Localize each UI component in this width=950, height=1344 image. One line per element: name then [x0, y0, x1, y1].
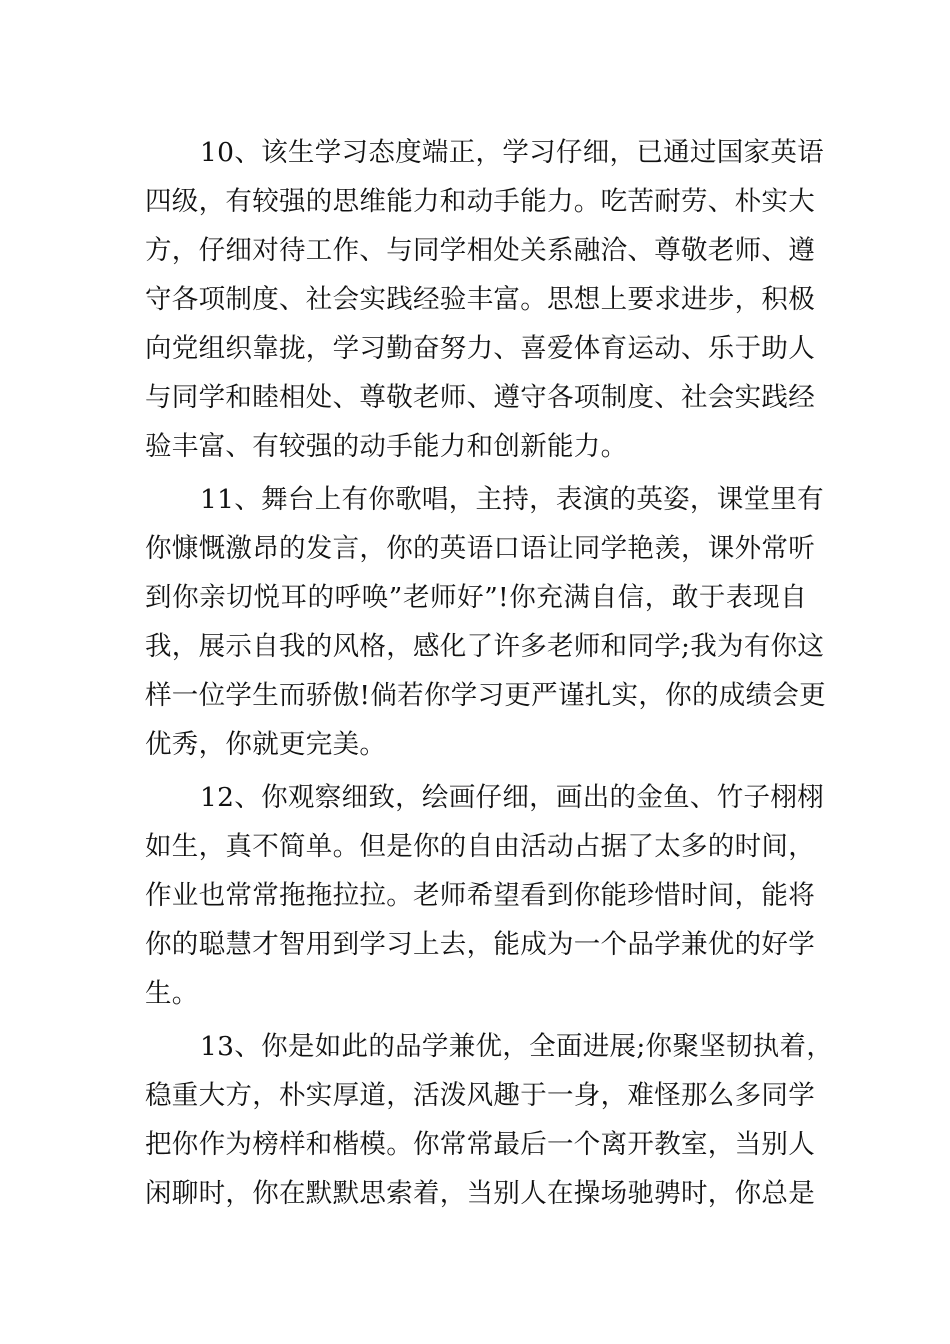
text-line: 守各项制度、社会实践经验丰富。思想上要求进步，积极: [145, 284, 815, 315]
text-line: 方，仔细对待工作、与同学相处关系融洽、尊敬老师、遵: [145, 235, 815, 266]
text-line: 12、你观察细致，绘画仔细，画出的金鱼、竹子栩栩: [200, 782, 824, 813]
document-body: [145, 128, 834, 1222]
text-line: 与同学和睦相处、尊敬老师、遵守各项制度、社会实践经: [145, 382, 815, 413]
text-line: 作业也常常拖拖拉拉。老师希望看到你能珍惜时间，能将: [145, 880, 815, 911]
text-line: 10、该生学习态度端正，学习仔细，已通过国家英语: [200, 137, 824, 168]
text-line: 13、你是如此的品学兼优，全面进展;你聚坚韧执着，: [200, 1031, 834, 1062]
text-line: 稳重大方，朴实厚道，活泼风趣于一身，难怪那么多同学: [145, 1080, 815, 1111]
text-line: 如生，真不简单。但是你的自由活动占据了太多的时间，: [145, 831, 815, 862]
text-line: 四级，有较强的思维能力和动手能力。吃苦耐劳、朴实大: [145, 186, 815, 217]
text-line: 11、舞台上有你歌唱，主持，表演的英姿，课堂里有: [200, 484, 824, 515]
text-line: 优秀，你就更完美。: [145, 729, 387, 760]
paragraph-12: [145, 773, 824, 1018]
text-line: 你的聪慧才智用到学习上去，能成为一个品学兼优的好学: [145, 929, 815, 960]
paragraph-11: [145, 475, 826, 769]
paragraph-10: [145, 128, 824, 471]
text-line: 把你作为榜样和楷模。你常常最后一个离开教室，当别人: [145, 1129, 815, 1160]
text-line: 生。: [145, 978, 199, 1009]
text-line: 闲聊时，你在默默思索着，当别人在操场驰骋时，你总是: [145, 1178, 815, 1209]
text-line: 到你亲切悦耳的呼唤”老师好”!你充满自信，敢于表现自: [145, 582, 807, 613]
text-line: 样一位学生而骄傲!倘若你学习更严谨扎实，你的成绩会更: [145, 680, 826, 711]
text-line: 验丰富、有较强的动手能力和创新能力。: [145, 431, 628, 462]
paragraph-13: [145, 1022, 834, 1218]
text-line: 我，展示自我的风格，感化了许多老师和同学;我为有你这: [145, 631, 825, 662]
text-line: 你慷慨激昂的发言，你的英语口语让同学艳羡，课外常听: [145, 533, 815, 564]
text-line: 向党组织靠拢，学习勤奋努力、喜爱体育运动、乐于助人: [145, 333, 815, 364]
